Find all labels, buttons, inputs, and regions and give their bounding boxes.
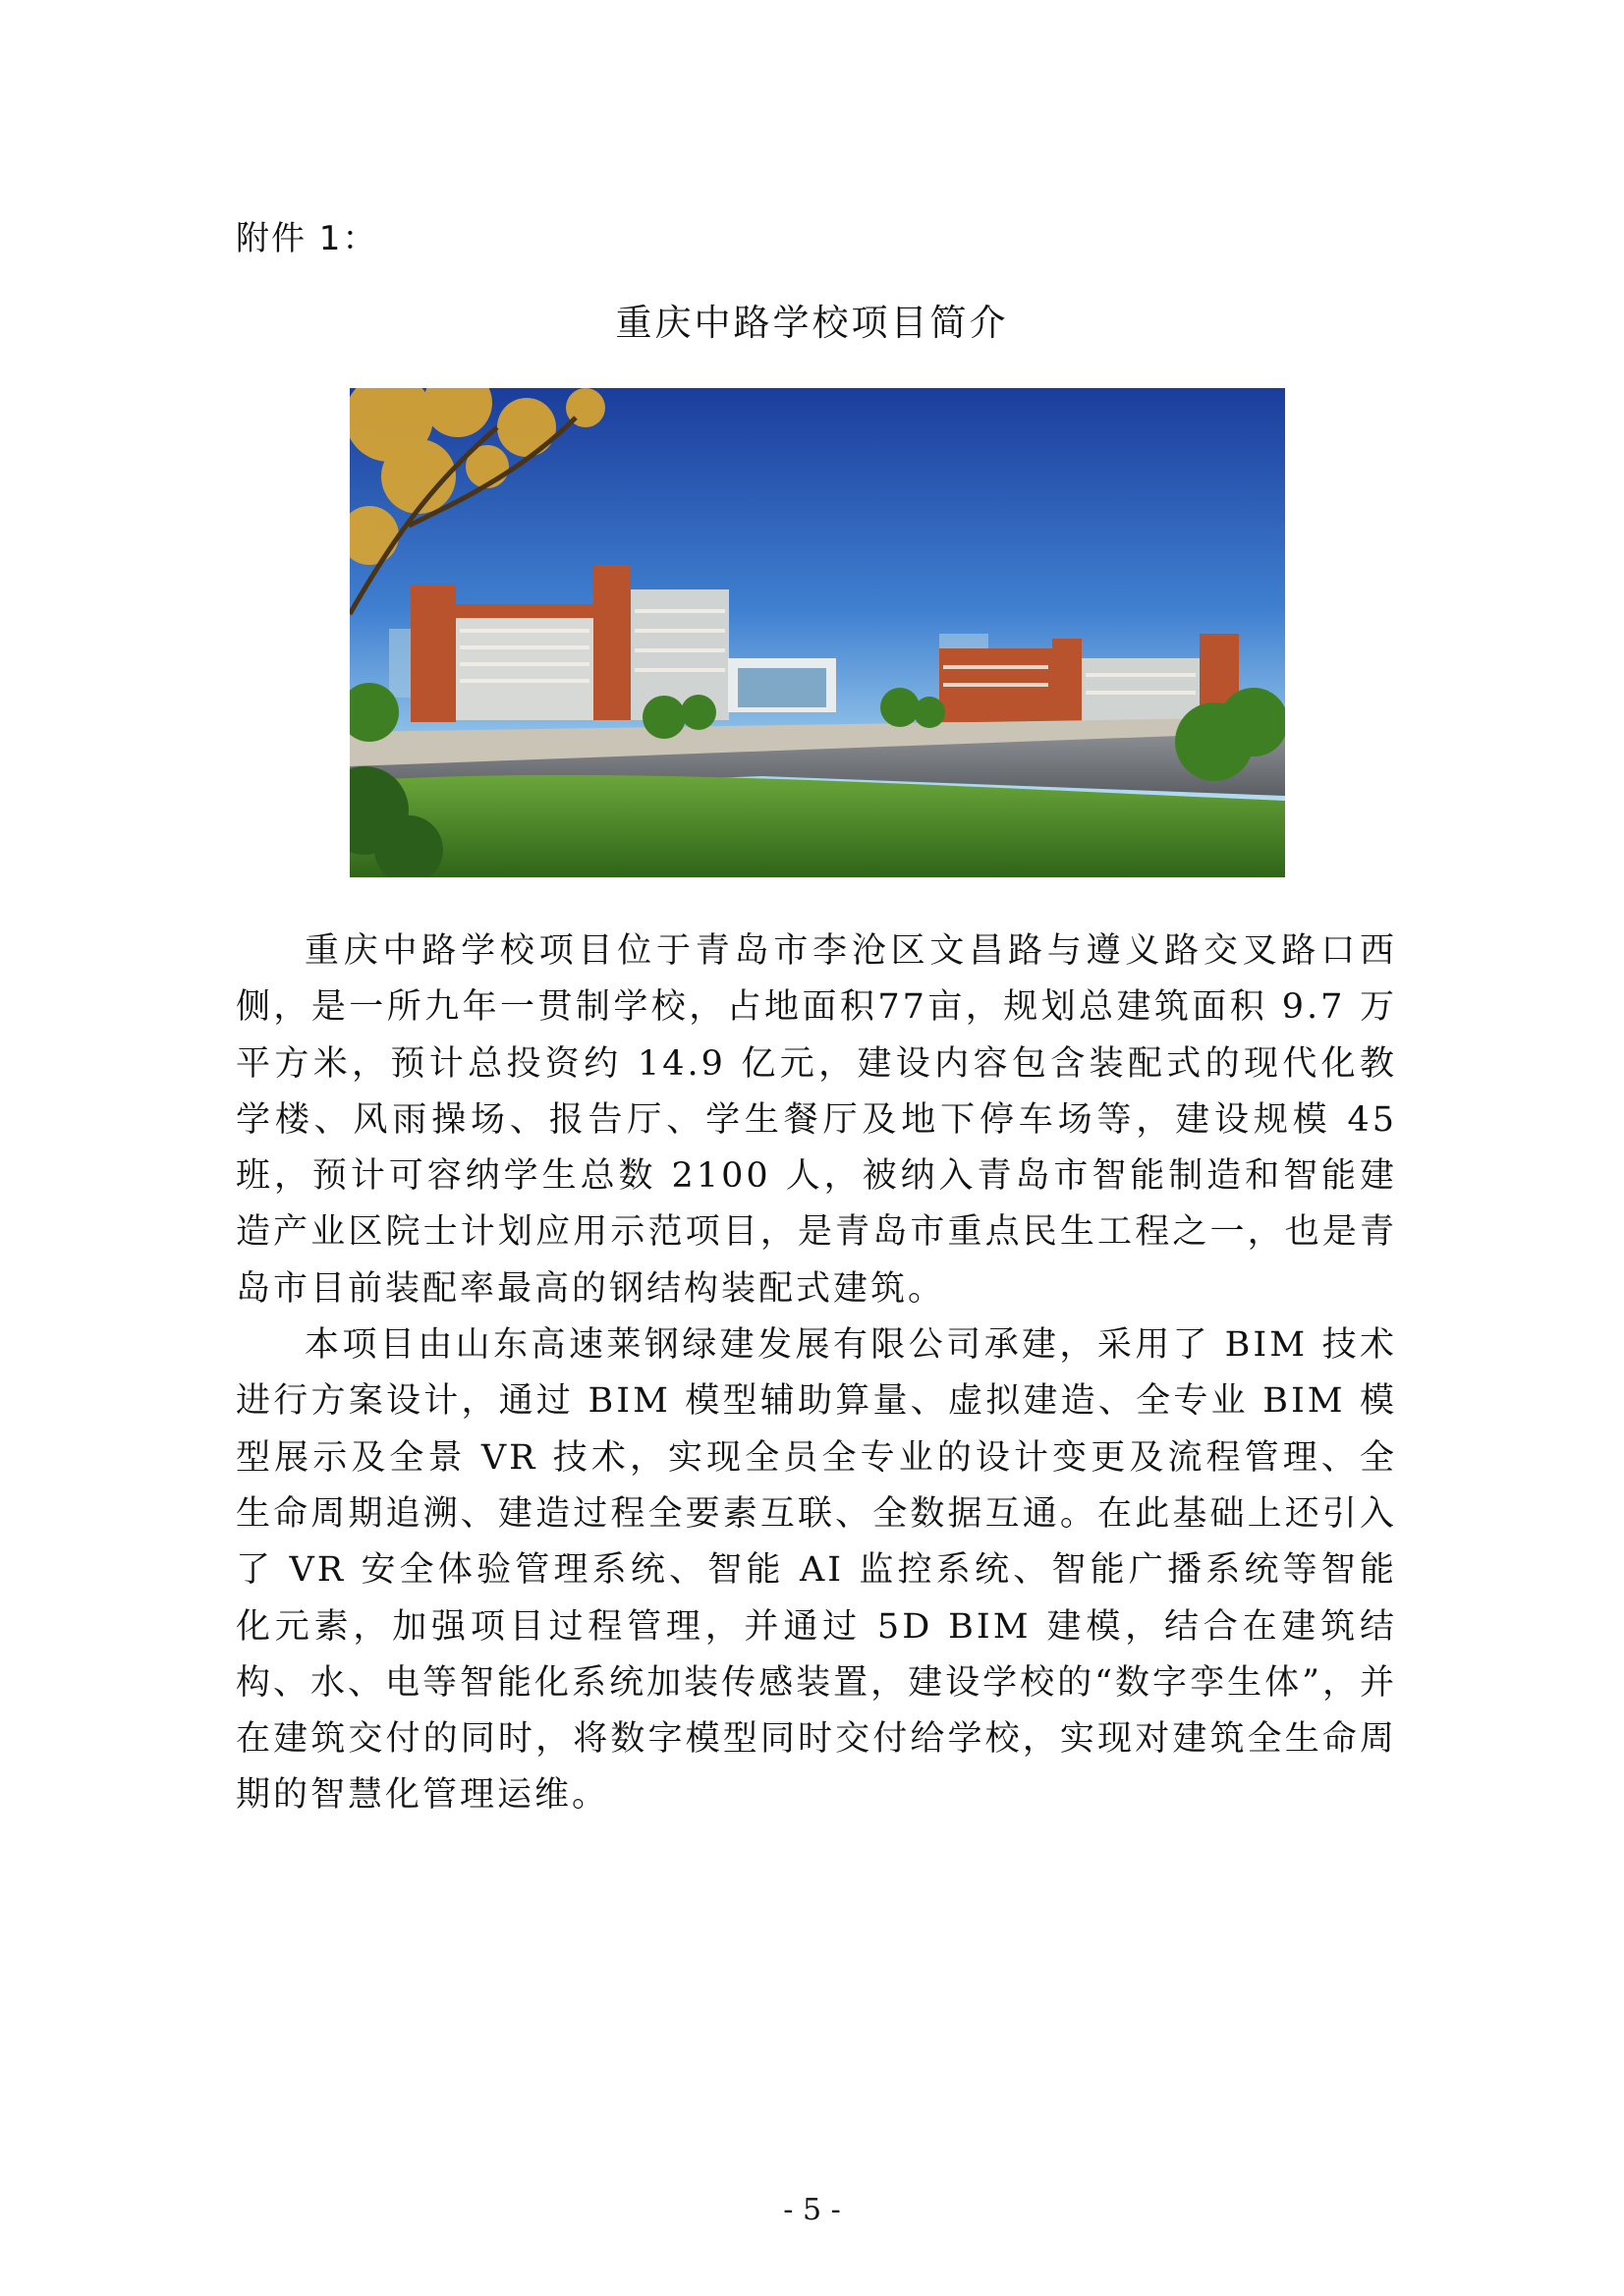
school-rendering-image — [350, 388, 1285, 877]
attachment-label: 附件 1： — [236, 219, 378, 258]
body-text — [236, 924, 1397, 1824]
paragraph-project-overview: 重庆中路学校项目位于青岛市李沧区文昌路与遵义路交叉路口西侧，是一所九年一贯制学校，占地面积77亩，规划总建筑面积 9.7 万平方米，预计总投资约 14.9 亿元，建设内容包含装配式的现代化教学楼、风雨操场、报告厅、学生餐厅及地下停车场等，建设规模 45 班，预计可容纳学生总数 2100 人，被纳入青岛市智能制造和智能建造产业区院士计划应用示范项目，是青岛市重点民生工程之一，也是青岛市目前装配率最高的钢结构装配式建筑。 — [236, 931, 1397, 1309]
document-title: 重庆中路学校项目简介 — [615, 302, 1009, 344]
paragraph-project-technology: 本项目由山东高速莱钢绿建发展有限公司承建，采用了 BIM 技术进行方案设计，通过 BIM 模型辅助算量、虚拟建造、全专业 BIM 模型展示及全景 VR 技术，实现全员全专业的设计变更及流程管理、全生命周期追溯、建造过程全要素互联、全数据互通。在此基础上还引入了 VR 安全体验管理系统、智能 AI 监控系统、智能广播系统等智能化元素，加强项目过程管理，并通过 5D BIM 建模，结合在建筑结构、水、电等智能化系统加装传感装置，建设学校的“数字孪生体”，并在建筑交付的同时，将数字模型同时交付给学校，实现对建筑全生命周期的智慧化管理运维。 — [236, 1325, 1397, 1816]
page-number: - 5 - — [783, 2193, 841, 2227]
